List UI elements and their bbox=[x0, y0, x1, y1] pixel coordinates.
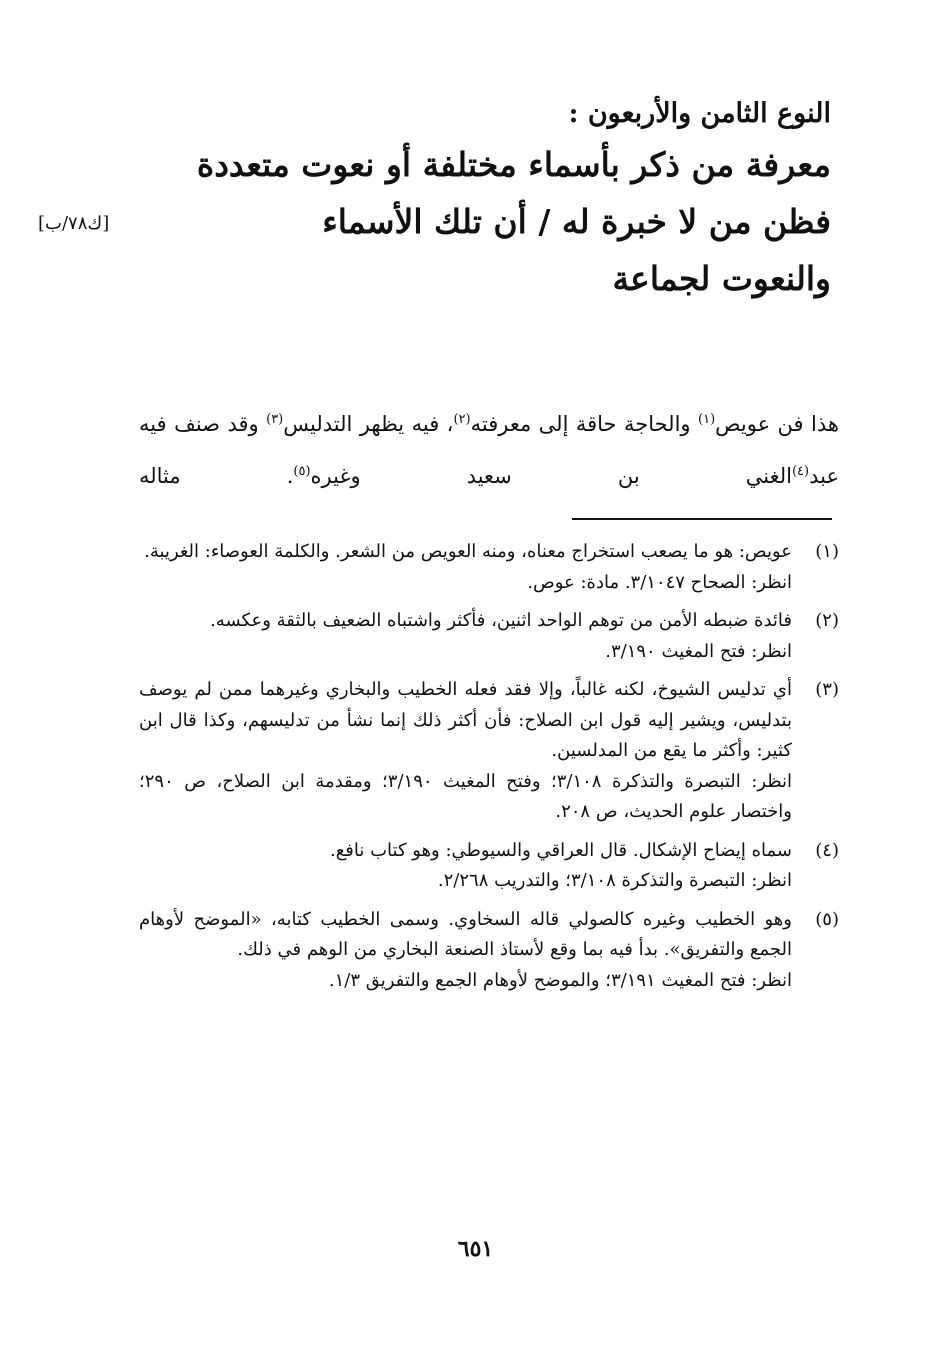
footnote-marker: (٢) bbox=[453, 412, 471, 427]
footnote-line: انظر: التبصرة والتذكرة ٣/١٠٨؛ والتدريب ٢/٢٦٨. bbox=[437, 870, 792, 891]
chapter-title-line: والنعوت لجماعة bbox=[612, 259, 831, 298]
footnote-body bbox=[139, 675, 792, 828]
footnote-number: (٢) bbox=[815, 610, 839, 631]
footnote-number: (٤) bbox=[815, 839, 839, 861]
footnote-line: انظر: فتح المغيث ٣/١٩١؛ والموضح لأوهام الجمع والتفريق ١/٣. bbox=[328, 969, 792, 991]
footnote-line: وهو الخطيب وغيره كالصولي قاله السخاوي. وسمى الخطيب كتابه، «الموضح لأوهام الجمع والتفريق». بدأ فيه بما وقع لأستاذ الصنعة البخاري من الوهم في ذلك. bbox=[139, 908, 792, 960]
footnote-number: (١) bbox=[815, 541, 839, 562]
footnotes-section bbox=[139, 537, 839, 1004]
chapter-title-line: فظن من لا خبرة له / أن تلك الأسماء bbox=[322, 202, 831, 241]
chapter-heading bbox=[131, 92, 831, 307]
footnote bbox=[139, 905, 839, 997]
body-text-segment: الغني بن سعيد وغيره bbox=[310, 464, 792, 488]
manuscript-folio-reference: [ك٧٨/ب] bbox=[38, 213, 110, 234]
main-paragraph bbox=[139, 396, 839, 500]
footnote-body bbox=[139, 836, 792, 897]
body-text-segment: ، فيه يظهر التدليس bbox=[283, 412, 454, 436]
footnote-body bbox=[139, 537, 792, 598]
body-text-segment: والحاجة حاقة إلى معرفته bbox=[470, 412, 699, 436]
footnote bbox=[139, 675, 839, 828]
footnote-line: عويص: هو ما يصعب استخراج معناه، ومنه العويص من الشعر. والكلمة العوصاء: الغريبة. bbox=[144, 541, 792, 562]
footnote-marker: (٥) bbox=[293, 464, 311, 479]
footnote-body bbox=[139, 905, 792, 997]
body-text-segment: وقد صنف فيه عبد bbox=[139, 412, 839, 488]
footnote-line: انظر: فتح المغيث ٣/١٩٠. bbox=[605, 640, 792, 662]
footnote-line: انظر: الصحاح ٣/١٠٤٧. مادة: عوص. bbox=[527, 571, 792, 593]
footnote-marker: (٤) bbox=[791, 464, 810, 479]
footnote-marker: (٣) bbox=[266, 412, 284, 427]
footnote-separator bbox=[572, 518, 832, 520]
footnote-line: سماه إيضاح الإشكال. قال العراقي والسيوطي: وهو كتاب نافع. bbox=[329, 839, 792, 861]
chapter-label: النوع الثامن والأربعون : bbox=[568, 98, 831, 129]
footnote-line: أي تدليس الشيوخ، لكنه غالباً، وإلا فقد فعله الخطيب والبخاري وغيرهما ممن لم يوصف بتدليس، ويشير إليه قول ابن الصلاح: فأن أكثر ذلك إنما نشأ من تدليسهم، وكذا قال ابن كثير: وأكثر ما يقع من المدلسين. bbox=[139, 679, 792, 761]
body-text-segment: . مثاله bbox=[139, 464, 294, 488]
footnote-number: (٣) bbox=[815, 679, 839, 700]
footnote bbox=[139, 836, 839, 897]
footnote bbox=[139, 537, 839, 598]
footnote-number: (٥) bbox=[815, 908, 839, 930]
footnote-body bbox=[139, 606, 792, 667]
body-text-segment: هذا فن عويص bbox=[715, 412, 839, 436]
footnote-marker: (١) bbox=[698, 412, 716, 427]
footnote bbox=[139, 606, 839, 667]
footnote-line: انظر: التبصرة والتذكرة ٣/١٠٨؛ وفتح المغيث ٣/١٩٠؛ ومقدمة ابن الصلاح، ص ٢٩٠؛ واختصار علوم الحديث، ص ٢٠٨. bbox=[139, 770, 793, 822]
chapter-title-line: معرفة من ذكر بأسماء مختلفة أو نعوت متعددة bbox=[196, 145, 831, 184]
footnote-line: فائدة ضبطه الأمن من توهم الواحد اثنين، فأكثر واشتباه الضعيف بالثقة وعكسه. bbox=[210, 610, 792, 631]
page-number: ٦٥١ bbox=[457, 1236, 494, 1262]
